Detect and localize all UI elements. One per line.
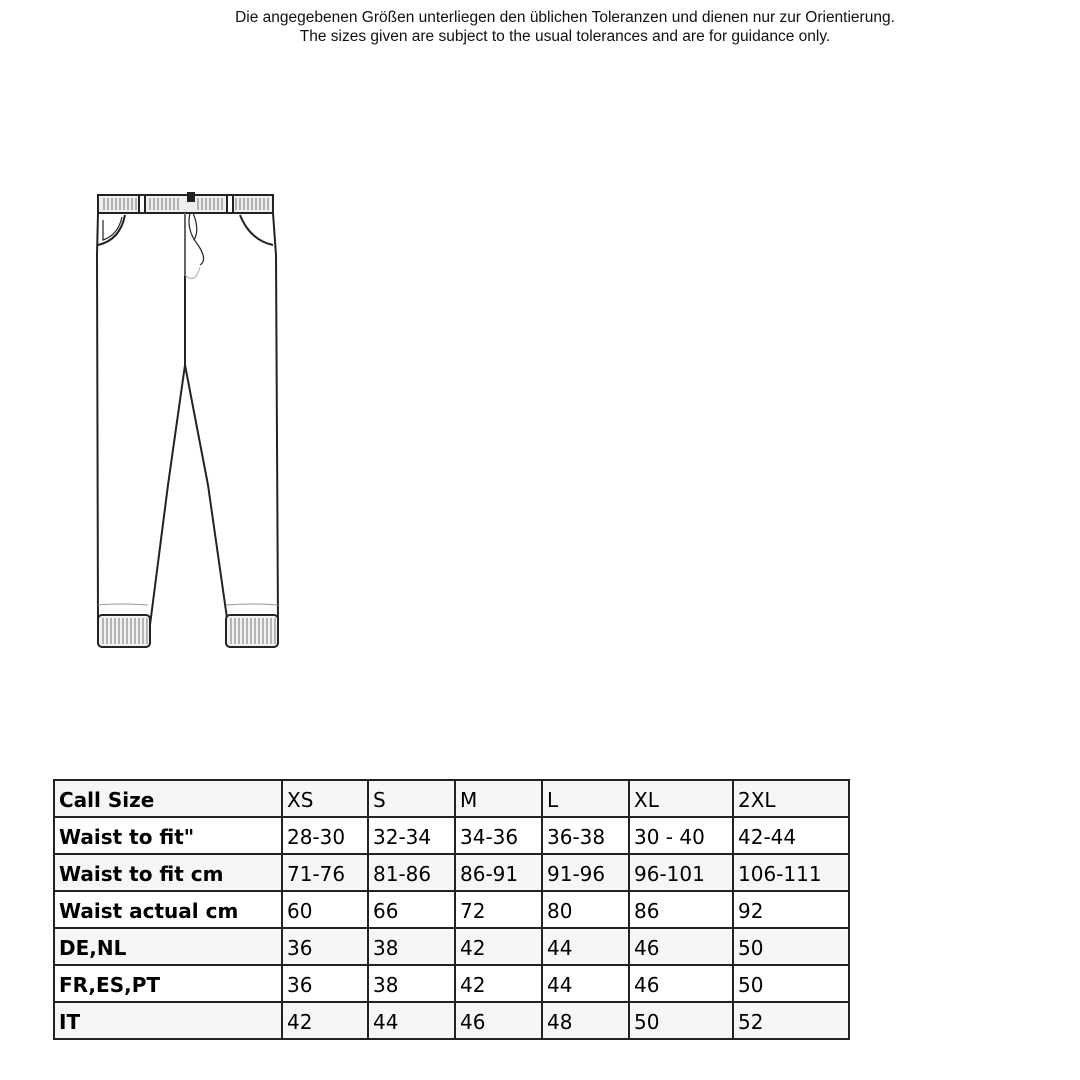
- table-cell: 38: [368, 965, 455, 1002]
- table-cell: 50: [733, 928, 849, 965]
- table-row-fr-es-pt: [54, 965, 849, 1002]
- row-label: Call Size: [54, 780, 282, 817]
- row-label: DE,NL: [54, 928, 282, 965]
- table-cell: 36: [282, 965, 368, 1002]
- table-cell: 46: [629, 965, 733, 1002]
- left-cuff: [98, 615, 150, 647]
- row-label: Waist to fit": [54, 817, 282, 854]
- table-cell: 92: [733, 891, 849, 928]
- table-cell: 38: [368, 928, 455, 965]
- table-cell: 46: [455, 1002, 542, 1039]
- tolerance-notice: [0, 8, 1080, 46]
- row-label: IT: [54, 1002, 282, 1039]
- table-cell: 91-96: [542, 854, 629, 891]
- table-row-waist-actual-cm: [54, 891, 849, 928]
- left-leg-outline: [97, 213, 185, 625]
- table-cell: 42: [282, 1002, 368, 1039]
- row-label: FR,ES,PT: [54, 965, 282, 1002]
- jogger-pants-illustration: [90, 185, 290, 655]
- table-cell: 106-111: [733, 854, 849, 891]
- table-cell: 72: [455, 891, 542, 928]
- table-cell: 42-44: [733, 817, 849, 854]
- size-chart-table: [53, 779, 850, 1040]
- right-pocket: [240, 215, 273, 245]
- notice-german: Die angegebenen Größen unterliegen den üblichen Toleranzen und dienen nur zur Orientierung.: [235, 9, 895, 26]
- table-cell: 81-86: [368, 854, 455, 891]
- table-cell: M: [455, 780, 542, 817]
- table-cell: 71-76: [282, 854, 368, 891]
- table-cell: 52: [733, 1002, 849, 1039]
- table-cell: XL: [629, 780, 733, 817]
- table-cell: 44: [542, 965, 629, 1002]
- table-cell: 86-91: [455, 854, 542, 891]
- table-row-it: [54, 1002, 849, 1039]
- table-cell: 46: [629, 928, 733, 965]
- table-cell: 96-101: [629, 854, 733, 891]
- table-cell: 34-36: [455, 817, 542, 854]
- table-cell: 50: [629, 1002, 733, 1039]
- table-cell: 80: [542, 891, 629, 928]
- table-row-waist-fit-cm: [54, 854, 849, 891]
- table-row-waist-fit-inch: [54, 817, 849, 854]
- table-cell: 60: [282, 891, 368, 928]
- row-label: Waist actual cm: [54, 891, 282, 928]
- table-cell: 30 - 40: [629, 817, 733, 854]
- right-leg-outline: [185, 213, 278, 625]
- table-cell: 36-38: [542, 817, 629, 854]
- table-cell: 44: [542, 928, 629, 965]
- row-label: Waist to fit cm: [54, 854, 282, 891]
- table-cell: 66: [368, 891, 455, 928]
- table-cell: 48: [542, 1002, 629, 1039]
- table-row-de-nl: [54, 928, 849, 965]
- table-cell: 50: [733, 965, 849, 1002]
- notice-english: The sizes given are subject to the usual tolerances and are for guidance only.: [299, 28, 831, 45]
- table-cell: 2XL: [733, 780, 849, 817]
- table-cell: 36: [282, 928, 368, 965]
- table-cell: XS: [282, 780, 368, 817]
- table-cell: 86: [629, 891, 733, 928]
- table-cell: 28-30: [282, 817, 368, 854]
- table-cell: 42: [455, 928, 542, 965]
- table-row-call-size: [54, 780, 849, 817]
- table-cell: S: [368, 780, 455, 817]
- right-cuff: [226, 615, 278, 647]
- table-cell: 42: [455, 965, 542, 1002]
- table-cell: L: [542, 780, 629, 817]
- table-cell: 32-34: [368, 817, 455, 854]
- table-cell: 44: [368, 1002, 455, 1039]
